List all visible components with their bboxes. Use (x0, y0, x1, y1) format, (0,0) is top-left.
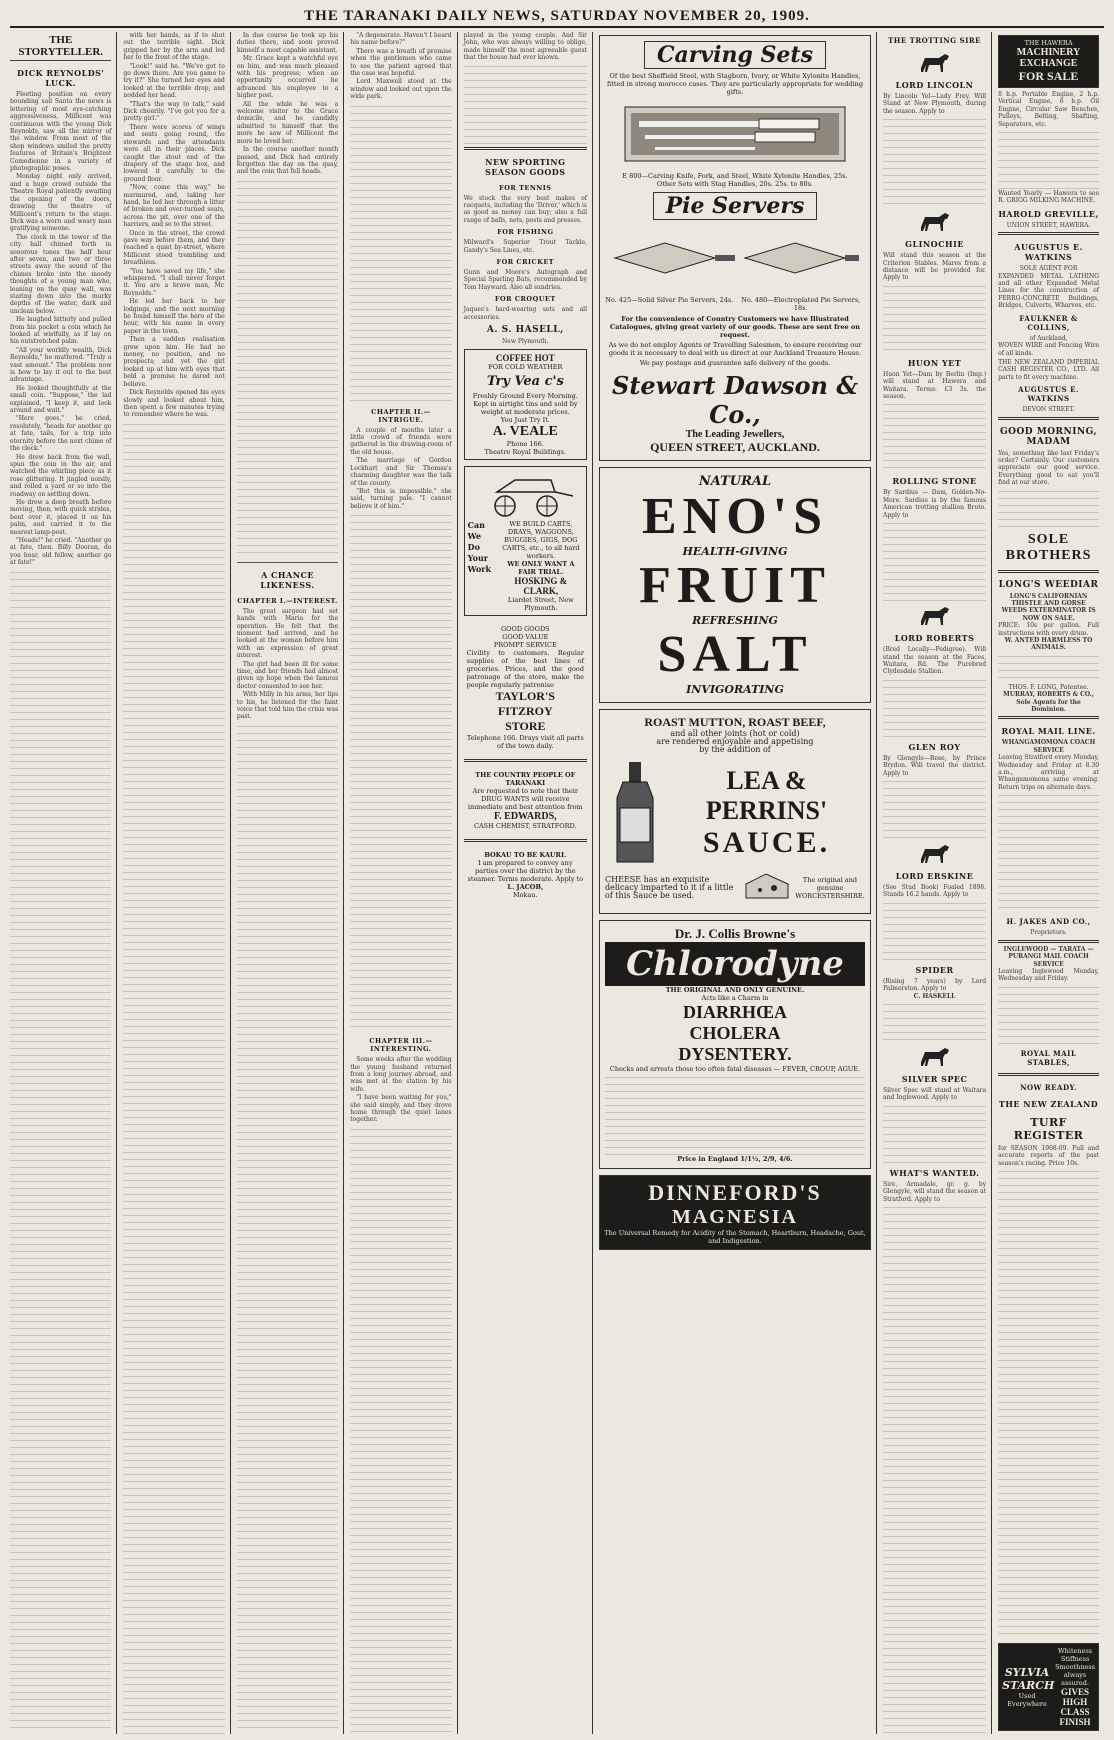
ad-coffee-subtitle: FOR COLD WEATHER (488, 362, 563, 371)
text-filler (464, 64, 587, 144)
horse-icon (915, 209, 955, 233)
stallion-lord-erskine: LORD ERSKINE (895, 870, 974, 881)
story-paragraph: He led her back to her lodgings, and the next morning he found himself the hero of the hour, with his name in every paper in the town. (123, 298, 225, 335)
ad-hosking-can (468, 520, 496, 612)
ad-edwards-body: Are requested to note that their DRUG WANTS will receive immediate and best attention from (467, 786, 583, 811)
ad-sylvia-used: Used Everywhere (1007, 1692, 1047, 1708)
ad-title-sporting: NEW SPORTING SEASON GOODS (485, 156, 566, 177)
ad-hosking-address: Liardet Street, New Plymouth. (507, 595, 574, 612)
text-filler (883, 117, 986, 207)
ad-edwards-name: F. EDWARDS, (493, 810, 557, 822)
masthead (10, 6, 1104, 28)
ad-hawera-wanted: Wanted Yearly — Hawera to see R. GRIGG MILKING MACHINE. (998, 190, 1100, 205)
stallion-glenochie-body: Will stand this season at the Criterion Stables. Mares from a distance will be provided for. Apply to (883, 252, 987, 282)
ad-lea-main (605, 758, 865, 868)
section-title: THE STORYTELLER. (10, 32, 111, 61)
ad-carving-caption: E 800—Carving Knife, Fork, and Steel, White Xylonite Handles, 25s. (622, 172, 848, 180)
ad-pie-captions (605, 296, 865, 312)
text-filler (883, 779, 986, 839)
ad-watkins-body: EXPANDED METAL LATHING and all other Expanded Metal Lines for the construction of FERRO-CONCRETE Buildings, Bridges, Culverts, Wharves, etc. (998, 272, 1100, 310)
chapter-title: CHAPTER II.—INTRIGUE. (371, 407, 431, 424)
ad-taylor-name: TAYLOR'S (495, 688, 555, 703)
ad-body-tennis: We stock the very best makes of racquets, including the 'Driver,' which is as good as money can buy; also a full range of balls, nets, posts and presses. (463, 194, 587, 224)
ad-subtitle-cricket: FOR CRICKET (496, 258, 555, 267)
stallion-rolling-stone: ROLLING STONE (892, 476, 977, 487)
story-paragraph: The clock in the tower of the city hall chimed forth in sonorous tones the half hour after seven, and two or three streets away the sound of the chimes broke into the moody thoughts of a young man who, leaning on the quay wall, was staring down into the murky depths of the water, dark and unclean below. (10, 233, 112, 315)
column-local-ads (464, 32, 593, 1734)
ad-kauri-sub: Mokau. (512, 890, 538, 899)
ad-body-cricket: Gunn and Moore's Autograph and Special Sparling Bats, recommended by Tom Hayward. Also all sundries. (463, 269, 587, 291)
story-paragraph: Once in the street, the crowd gave way before them, and they reached a quiet by-street, where Millicent stood trembling and breathless. (123, 229, 225, 267)
text-filler (883, 1104, 986, 1164)
text-filler (237, 179, 338, 559)
sauce-bottle-icon (605, 758, 665, 868)
ad-enos-salt: SALT (657, 626, 813, 683)
story-paragraph: with her hands, as if to shut out the terrible sight. Dick gripped her by the arm and led her to the front of the stage. (123, 32, 225, 62)
ad-pie-title: Pie Servers (653, 192, 818, 220)
story-paragraph: Mr. Grace kept a watchful eye on him, and was much pleased with his progress; when an opportunity occurred he advanced his employee to a higher post. (236, 55, 339, 100)
stallion-silver-spec: SILVER SPEC (901, 1073, 968, 1084)
ad-hawera-name: HAROLD GREVILLE, (998, 208, 1099, 219)
ad-lea-line1: ROAST MUTTON, ROAST BEEF, (644, 715, 826, 729)
story-paragraph: All the while he was a welcome visitor to the Grace domicile, and he candidly admitted to himself that the more he saw of Millicent the more he loved her. (236, 100, 339, 145)
ad-kauri-body: I am prepared to convey any parties over the district by the steamer. Terms moderate. Apply to (467, 858, 584, 883)
ad-sylvia-brand2: STARCH (1002, 1679, 1055, 1692)
ad-chloro-brand: Chlorodyne (605, 942, 865, 986)
divider (998, 570, 1099, 573)
story-paragraph: The great surgeon had set hands with Maria for the operation. He felt that the moment had arrived, and he looked at the woman before him with an expression of great interest. (236, 607, 339, 660)
story-paragraph: He laughed bitterly and pulled from his pocket a coin which he looked at wistfully, as if lay on his outstretched palm. (10, 316, 112, 346)
ad-sylvia-gives: GIVES HIGH CLASS FINISH (1059, 1687, 1091, 1727)
ad-hosking-can-line: Do (467, 541, 480, 552)
stallion-lord-lincoln: LORD LINCOLN (895, 80, 974, 90)
ad-taylor-body: Civility to customers. Regular supplies of the best lines of groceries. Prices, and the good patronage of the store, make the people regularly patronise (466, 648, 584, 689)
ad-lea-perrins (599, 709, 871, 914)
chapter-title: CHAPTER III.—INTERESTING. (369, 1037, 433, 1054)
story-paragraph: Some weeks after the wedding the young husband returned from a long journey abroad, and was met at the station by his wife. (350, 1056, 452, 1093)
horse-icon (915, 50, 955, 74)
ad-phoenix-name: AUGUSTUS E. WATKINS (1018, 385, 1079, 404)
story-paragraph: Lord Maxwell stood at the window and looked out upon the wide park. (350, 78, 452, 101)
masthead-title: THE TARANAKI DAILY NEWS, SATURDAY NOVEMBER 20, 1909. (304, 7, 810, 24)
ad-hawera-machinery (998, 35, 1099, 88)
story-paragraph: "You have saved my life," she whispered. "I shall never forget it. You are a brave man, Mr. Reynolds." (123, 267, 225, 297)
ad-weedia-harmless: W. ANTED HARMLESS TO ANIMALS. (1004, 637, 1093, 652)
ad-coffee-name: A. VEALE (492, 423, 558, 439)
ad-hosking-description: WE BUILD CARTS, DRAYS, WAGGONS, BUGGIES, GIGS, DOG CARTS, etc., to all hard workers. (502, 519, 580, 560)
text-filler (350, 1127, 451, 1734)
story-paragraph: "I have been waiting for you," she said simply, and they drove home through the quiet lanes together. (350, 1094, 452, 1124)
ad-weedia-title: LONG'S WEEDIAR (998, 579, 1099, 590)
stallion-glen-roy: GLEN ROY (908, 741, 961, 752)
story-paragraph: The girl had been ill for some time, and her friends had almost given up hope when the famous doctor consented to see her. (236, 660, 339, 690)
ad-sylvia-starch (998, 1643, 1099, 1731)
story-paragraph: "But this is impossible," she said, turning pale. "I cannot believe it of him." (350, 487, 452, 510)
stallion-spider-name: C. HASKELL (913, 992, 956, 1000)
ad-watkins-title: SOLE AGENT FOR (1019, 265, 1078, 273)
divider (998, 716, 1099, 719)
story-paragraph: In due course he took up his duties there, and soon proved himself a most capable assistant. (236, 32, 339, 54)
ad-sylvia-body: Whiteness Stiffness Smoothness always assured. (1055, 1647, 1096, 1687)
story-paragraph: "Heads!" he cried. "Another go at fate, then. Billy Dooran, do you hear, old fellow, another go at fate!" (10, 536, 112, 567)
ad-pie-body: For the convenience of Country Customers we have Illustrated Catalogues, giving great variety of our goods. These are sent free on request. (610, 315, 860, 339)
ad-subtitle-tennis: FOR TENNIS (499, 183, 552, 192)
ad-coffee (464, 349, 587, 460)
text-filler (998, 130, 1099, 190)
ad-hawera-addr: UNION STREET, HAWERA. (1006, 221, 1091, 229)
ad-edwards (464, 768, 587, 833)
ad-stewart-addr: QUEEN STREET, AUCKLAND. (650, 440, 820, 454)
ad-morning-body: Yes, something like last Friday's order? Certainly. Our customers appreciate our good service. Everything good to eat you'll find at our store. (998, 449, 1100, 487)
story-paragraph: In the course another month passed, and Dick had entirely forgotten the day on the quay, and the coin that fell heads. (236, 146, 339, 176)
ad-taylor-line: PROMPT SERVICE (493, 640, 557, 649)
ad-watkins-name: AUGUSTUS E. WATKINS (1014, 242, 1083, 263)
ad-carving-body: Of the best Sheffield Steel, with Stagborn, Ivory, or White Xylonite Handles, fitted in strong morocco cases. They are particularly appropriate for wedding gifts. (606, 72, 864, 96)
text-filler (998, 793, 1099, 913)
ad-body-fishing: Milward's Superior Trout Tackle, Gandy's Sea Lines, etc. (463, 239, 587, 254)
divider (464, 759, 587, 762)
ad-phoenix-addr: DEVON STREET. (1022, 406, 1075, 414)
ad-hosking-name: HOSKING & CLARK, (514, 575, 568, 596)
story-paragraph: Fleeting position on every bounding sail Santa the news is lettering of most eye-catching aggressiveness, Millicent was continuous with the young Dick Reynolds, saw all the mirror of the window. From most of the shop windows smiled the pretty features of Britain's Brightest Comedienne in a variety of photographic poses. (10, 91, 112, 173)
ad-turf-title2: THE NEW ZEALAND (998, 1098, 1099, 1109)
column-display-ads (599, 32, 877, 1734)
ad-chloro-d1: DIARRHŒA (682, 1002, 787, 1022)
text-filler (123, 422, 224, 1734)
divider (464, 839, 587, 842)
ad-chloro-d3: DYSENTERY. (678, 1044, 792, 1064)
ad-mail-sub: WHANGAMOMONA COACH SERVICE (1001, 739, 1096, 754)
ad-taylor-line: GOOD VALUE (502, 632, 549, 641)
carving-set-icon (615, 99, 855, 169)
story-paragraph: With Milly in his arms, her lips to his, he listened for the faint voice that told him the crisis was past. (236, 691, 339, 721)
stallion-silver-spec-body: Silver Spec will stand at Waitara and Inglewood. Apply to (883, 1086, 987, 1102)
columns (10, 32, 1104, 1734)
ad-enos-fruit-salt (599, 467, 871, 703)
ad-coffee-brand: Try Vea c's (486, 373, 564, 389)
text-filler (10, 570, 111, 1734)
stallion-glen-roy-body: By Glengyle—Rose, by Prince Brydon. Will travel the district. Apply to (883, 754, 987, 777)
story-title: A CHANCE LIKENESS. (260, 569, 315, 590)
ad-dinneford-body: The Universal Remedy for Acidity of the Stomach, Heartburn, Headache, Gout, and Indigestion. (604, 1229, 866, 1245)
ad-chloro-name: Dr. J. Collis Browne's (674, 926, 796, 941)
story-title: DICK REYNOLDS' LUCK. (17, 68, 105, 88)
ad-enos-health: HEALTH-GIVING (682, 545, 788, 558)
ad-faulkner-name: FAULKNER & COLLINS, (1019, 313, 1078, 332)
ad-lea-bottom (605, 868, 865, 908)
ad-subtitle-croquet: FOR CROQUET (494, 295, 556, 304)
stallion-spider: SPIDER (915, 964, 954, 975)
ad-dinneford-sub: MAGNESIA (671, 1206, 798, 1228)
ad-mail-sub2: Proprietors. (1030, 929, 1067, 937)
ad-lea-sign: The original and genuine WORCESTERSHIRE. (795, 876, 865, 900)
text-filler (883, 284, 986, 354)
story-paragraph: Monday night only arrived, and a huge crowd outside the Theatre Royal patiently awaiting the opening of the doors, drawing the theatre of Millicent's return to the stage. Dick was a worn and weary man gratifying someone. (10, 173, 112, 233)
ad-weedia-agents: MURRAY, ROBERTS & CO., Sole Agents for the Dominion. (1003, 691, 1094, 714)
ad-lea-brand: LEA & PERRINS' (705, 766, 828, 825)
stallion-spider-body: (Rising 7 years) by Lord Palmerston. Apply to (883, 977, 987, 993)
whats-wanted-title: WHAT'S WANTED. (889, 1167, 980, 1178)
text-filler (237, 724, 338, 1734)
ad-lea-cheese: CHEESE has an exquisite delicacy imparted to it if a little of this Sauce be used. (605, 875, 734, 900)
ad-turf-title: NOW READY. (1020, 1082, 1078, 1092)
horse-icon (915, 603, 955, 627)
pie-server-icon (605, 223, 865, 293)
ad-taylor-phone: Telephone 166. Drays visit all parts of the town daily. (466, 733, 584, 750)
text-filler (998, 654, 1099, 684)
text-filler (350, 513, 451, 1033)
horse-icon (915, 1044, 955, 1068)
ad-hosking-can-line: Work (467, 563, 492, 574)
text-filler (350, 104, 451, 404)
story-tail: played in the young couple. And Sir John, who was always willing to oblige, made himself the most agreeable guest that the house had ever known. (463, 32, 587, 62)
stallion-lord-lincoln-body: By Lincoln Yel—Lady Frey. Will Stand at New Plymouth, during the season. Apply to (883, 93, 987, 115)
horse-icon (915, 841, 955, 865)
ad-mail-name: H. JAKES AND CO., (1006, 917, 1091, 927)
stallion-glenochie: GLINOCHIE (905, 239, 964, 250)
text-filler (605, 1075, 865, 1155)
story-body (123, 32, 224, 420)
ad-carving-title: Carving Sets (644, 41, 826, 69)
ad-faulkner-body: WOVEN WIRE and Fencing Wire of all kinds. (998, 342, 1100, 357)
text-filler (883, 521, 986, 601)
stallion-rolling-body: By Sardius — Dam, Golden-No-More. Sardius is by the famous American trotting stallion Bruto. Apply to (883, 489, 987, 519)
ad-stewart-sub: The Leading Jewellers, (685, 429, 785, 440)
text-filler (998, 489, 1099, 529)
section-title: THE TROTTING SIRE (888, 36, 982, 45)
ad-mail-body: Leaving Stratford every Monday, Wednesday and Friday at 8.30 a.m., arriving at Whangamomona same evening. Return trips on alternate days. (998, 754, 1100, 791)
story-body (237, 608, 338, 722)
ad-enos-eno: ENO'S (641, 488, 829, 545)
ad-morning-title: GOOD MORNING, MADAM (999, 426, 1098, 447)
ad-hawera-body: 8 h.p. Portable Engine, 2 h.p. Vertical Engine, 6 h.p. Oil Engine, Circular Saw Benches, Pulleys, Belting, Shafting, Separators, etc. (998, 91, 1100, 128)
ad-hosking (464, 466, 587, 616)
story-body (10, 91, 111, 568)
story-body (237, 32, 338, 177)
ad-lea-text (668, 766, 865, 860)
ad-hosking-body (468, 520, 583, 612)
ad-inglewood-name: ROYAL MAIL STABLES, (1020, 1048, 1077, 1067)
ad-weedia-body: PRICE: 10s per gallon. Full instructions with every drum. (998, 622, 1100, 637)
story-paragraph: "Here goes," he cried, resolutely, "heads for another go at fate, tails, for a trip into eternity before the next chime of the clock." (10, 415, 112, 453)
ad-kauri-title: BOKAU TO BE KAURI. (484, 850, 567, 859)
ad-edwards-title: THE COUNTRY PEOPLE OF TARANAKI (475, 770, 576, 787)
ad-turf-title3: TURF REGISTER (1013, 1115, 1084, 1142)
ad-coffee-address: Theatre Royal Buildings. (484, 447, 567, 456)
ad-hosking-can-line: Your (467, 552, 489, 563)
column-story-chapters (350, 32, 457, 1734)
ad-name-hasell: A. S. HASELL, (486, 325, 564, 336)
ad-phoenix-body: THE NEW ZEALAND IMPERIAL CASH REGISTER CO., LTD. All parts to fit every machine. (998, 358, 1100, 381)
story-paragraph: "A degenerate. Haven't I heard his name before?" (350, 32, 452, 47)
story-paragraph: "That's the way to talk," said Dick cheerily. "I've got you for a pretty girl." (123, 100, 225, 123)
ad-chloro-d2: CHOLERA (689, 1023, 781, 1043)
ad-body-croquet: Jaques's hard-wearing sets and all accessories. (463, 306, 587, 321)
stallion-lord-erskine-body: (See Stud Book) Foaled 1896. Stands 16.2 hands. Apply to (883, 883, 987, 899)
ad-hosking-want: WE ONLY WANT A FAIR TRIAL. (507, 559, 575, 576)
ad-chloro-note: Checks and arrests those too often fatal diseases — FEVER, CROUP, AGUE. (609, 1065, 861, 1073)
ad-taylor-line: GOOD GOODS (500, 624, 550, 633)
story-paragraph: There were scores of wings and seats going round, the stewards and the attendants were all in their places. Dick caught the stout end of the drapery of the stage box, and lowered it carefully to the ground floor. (123, 123, 225, 183)
ad-weedia-name: THOS. F. LONG, Patentee. (1008, 683, 1089, 691)
ad-hosking-text (499, 520, 583, 612)
text-filler (883, 678, 986, 738)
ad-hosking-can-line: We (467, 530, 482, 541)
ad-sole-brothers: SOLE BROTHERS (1005, 531, 1092, 563)
ad-place-hasell: New Plymouth. (502, 338, 549, 346)
whats-wanted-body: Sire, Armadale, gr. g. by Glengyle, will stand the season at Stratford. Apply to (883, 1180, 987, 1203)
ad-faulkner-sub: of Auckland, (1029, 334, 1068, 342)
ad-dinneford-name: DINNEFORD'S (648, 1180, 822, 1205)
ad-sylvia-brand: SYLVIA (1004, 1666, 1050, 1679)
column-stallions (883, 32, 992, 1734)
column-chance-likeness (237, 32, 344, 1734)
ad-hawera-sale: FOR SALE (1018, 69, 1079, 83)
story-paragraph: He drew a deep breath before moving, then, with quick strides, bent over it, placed it on his palm, and carried it to the nearest lamp-post. (10, 498, 112, 536)
story-paragraph: He drew back from the wall, spun the coin in the air, and watched the whirling piece as it rose glittering. It jingled noisily, and rolled a yard or so into the roadway on settling down. (10, 453, 112, 498)
ad-lea-line2: and all other joints (hot or cold) (670, 729, 800, 738)
ad-coffee-phone: Phone 166. (506, 439, 544, 448)
text-filler (998, 985, 1099, 1045)
ad-carving-caption2: Other Sets with Stag Handles, 20s. 25s. to 80s. (656, 180, 814, 188)
story-paragraph: "All your worldly wealth, Dick Reynolds," he muttered. "Truly a vast amount." The problem now is how to lay it out to the best advantage. (10, 346, 112, 384)
carriage-icon (475, 472, 575, 518)
story-paragraph: "Now, come this way," he murmured, and, taking her hand, he led her through a litter of broken and over-turned seats, across the pit, over one of the barriers, and so to the street. (123, 184, 225, 229)
ad-pie-body3: We pay postage and guarantee safe delivery of the goods. (639, 359, 831, 367)
story-paragraph: A couple of months later a little crowd of friends were gathered in the drawing-room of the old house. (350, 426, 452, 456)
stallion-huon-body: Huon Yet—Dam by Berlin (Imp.) will stand at Hawera and Waitara. Terms: £3 3s. the season. (883, 370, 987, 401)
ad-sylvia-brand-box (1002, 1666, 1055, 1708)
ad-lea-sauce: SAUCE. (702, 826, 831, 859)
story-body (350, 1056, 451, 1125)
story-body (350, 32, 451, 102)
ad-taylor-name: STORE (505, 718, 546, 733)
ad-sylvia-text (1055, 1647, 1095, 1727)
story-paragraph: "Look!" said he. "We've got to go down there. Are you game to try it?" She turned her eyes and looked at the terrible drop, and nodded her head. (123, 62, 225, 100)
column-story-continued (123, 32, 230, 1734)
text-filler (883, 901, 986, 961)
story-paragraph: Dick Reynolds opened his eyes slowly and looked about him, then spent a few minutes trying to remember where he was. (123, 389, 225, 419)
divider (998, 940, 1099, 943)
ad-dinneford (599, 1175, 871, 1250)
story-body (350, 427, 451, 511)
story-paragraph: There was a breath of promise when the gentlemen who came to see the patient agreed that the case was hopeful. (350, 47, 452, 78)
ad-pie-body2: As we do not employ Agents or Travelling Salesmen, to ensure receiving our goods it is necessary to deal with us direct at our Auckland Treasure House. (608, 341, 862, 357)
divider (464, 147, 587, 150)
ad-chloro-sub: THE ORIGINAL AND ONLY GENUINE. (665, 986, 805, 994)
text-filler (883, 1205, 986, 1734)
chapter-title: CHAPTER I.—INTEREST. (237, 596, 338, 605)
ad-coffee-title: COFFEE HOT (495, 352, 555, 363)
column-classifieds (998, 32, 1104, 1734)
ad-turf-body: for SEASON 1908-09. Full and accurate reports of the past season's racing. Price 10s. (998, 1144, 1100, 1167)
story-paragraph: The marriage of Gordon Lockhart and Sir Thomas's charming daughter was the talk of the county. (350, 457, 452, 487)
ad-lea-line4: by the addition of (699, 745, 771, 754)
ad-enos-fruit: FRUIT (639, 557, 831, 614)
stallion-huon: HUON YET (907, 357, 962, 368)
ad-carving-sets (599, 35, 871, 461)
ad-coffee-sign: You Just Try It. (500, 415, 550, 424)
stallion-lord-roberts-body: (Bred Locally—Pedigree). Will stand the season at the Faces, Waitara, Rd. The Purebred Clydesdale Stallion. (883, 646, 987, 676)
ad-enos-invigorating: INVIGORATING (686, 683, 784, 696)
text-filler (998, 1169, 1099, 1640)
ad-inglewood-body: Leaving Inglewood Monday, Wednesday and Friday. (998, 967, 1100, 983)
divider (237, 562, 338, 563)
ad-subtitle-fishing: FOR FISHING (497, 228, 554, 237)
ad-stewart-name: Stewart Dawson & Co., (612, 371, 858, 429)
ad-kauri (464, 848, 587, 902)
story-paragraph: He looked thoughtfully at the small coin. "Suppose," the lad explained, "I keep it, and look around and wait." (10, 384, 112, 415)
divider (998, 1073, 1099, 1076)
ad-inglewood-title: INGLEWOOD — TARATA — PURANGI MAIL COACH SERVICE (1003, 945, 1094, 968)
ad-mail-title: ROYAL MAIL LINE. (1001, 726, 1096, 737)
divider (998, 232, 1099, 235)
ad-chlorodyne (599, 920, 871, 1169)
ad-chloro-price: Price in England 1/1½, 2/9, 4/6. (677, 1155, 793, 1163)
ad-lea-line3: are rendered enjoyable and appetising (656, 737, 814, 746)
ad-enos-refreshing: REFRESHING (692, 614, 778, 627)
cheese-icon (742, 868, 792, 908)
ad-edwards-sub: CASH CHEMIST, STRATFORD. (474, 821, 577, 830)
ad-weedia-sub: LONG'S CALIFORNIAN THISTLE AND GORSE WEEDS EXTERMINATOR IS NOW ON SALE. (1001, 592, 1096, 622)
stallion-lord-roberts: LORD ROBERTS (894, 633, 975, 644)
divider (998, 417, 1099, 420)
ad-taylor (464, 622, 587, 753)
ad-taylor-name: FITZROY (497, 703, 553, 718)
ad-pie-caption-left: No. 425—Solid Silver Pie Servers, 24s. (605, 296, 734, 304)
ad-hosking-can-line: Can (467, 519, 485, 530)
column-storyteller (10, 32, 117, 1734)
ad-pie-caption-right: No. 480—Electroplated Pie Servers, 18s. (741, 296, 861, 312)
ad-hawera-sub: THE HAWERA (1024, 39, 1073, 47)
text-filler (883, 402, 986, 472)
story-paragraph: Then a sudden realisation grew upon him. He had no money, no position, and no prospects; and yet the girl looked up at him with eyes that held a promise he dared not believe. (123, 336, 225, 388)
ad-enos-natural: NATURAL (698, 474, 772, 489)
text-filler (883, 1002, 986, 1042)
ad-coffee-body: Freshly Ground Every Morning. Kept in airtight tins and sold by weight at moderate prices. (472, 391, 578, 416)
ad-chloro-acts: Acts like a Charm in (701, 994, 769, 1002)
ad-hawera-title: MACHINERY EXCHANGE (1016, 47, 1081, 69)
ad-kauri-name: L. JACOB, (507, 882, 544, 891)
